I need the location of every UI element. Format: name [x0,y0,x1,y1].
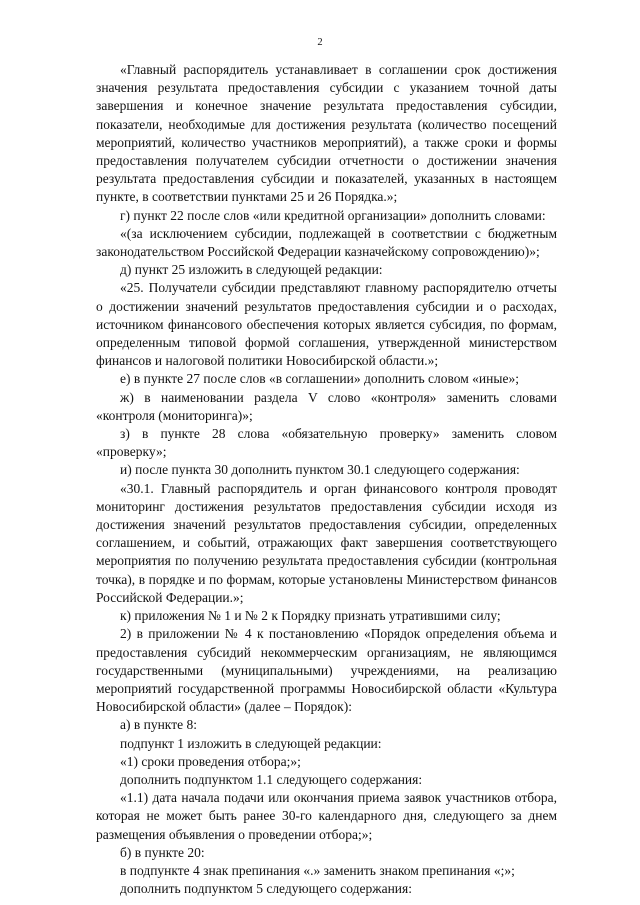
paragraph-2: г) пункт 22 после слов «или кредитной организации» дополнить словами: [120,207,546,223]
paragraph-19: в подпункте 4 знак препинания «.» заменить знаком препинания «;»; [120,862,515,878]
paragraph-7: ж) в наименовании раздела V слово «контроля» заменить словами «контроля (мониторинга)»; [96,389,557,423]
paragraph-10: «30.1. Главный распорядитель и орган финансового контроля проводят мониторинг достижения результатов предоставления субсидии исходя из достижения значений результатов предоставления субсидии, определенных соглашением, и событий, отражающих факт завершения соответствующего мероприятия по получению результата предоставления субсидии (контрольная точка), в порядке и по формам, которые установлены Министерством финансов Российской Федерации.»; [96,480,557,605]
paragraph-8: з) в пункте 28 слова «обязательную проверку» заменить словом «проверку»; [96,426,557,460]
document-body [96,61,557,898]
paragraph-16: дополнить подпунктом 1.1 следующего содержания: [120,771,423,787]
paragraph-18: б) в пункте 20: [120,844,205,860]
paragraph-11: к) приложения № 1 и № 2 к Порядку признать утратившими силу; [120,608,501,624]
paragraph-13: а) в пункте 8: [120,717,197,733]
paragraph-1: «Главный распорядитель устанавливает в соглашении срок достижения значения результата предоставления субсидии с указанием точной даты завершения и конечное значение результата предоставления субсидии, показатели, необходимые для достижения результата (количество посещений мероприятий, количество участников мероприятий), а также сроки и формы предоставления получателем субсидии отчетности о достижении значения результата предоставления субсидии и показателей, указанных в настоящем пункте, в соответствии пунктами 25 и 26 Порядка.»; [96,62,557,205]
paragraph-4: д) пункт 25 изложить в следующей редакции: [120,262,383,278]
paragraph-15: «1) сроки проведения отбора;»; [120,753,301,769]
page-number: 2 [317,37,323,48]
paragraph-5: «25. Получатели субсидии представляют главному распорядителю отчеты о достижении значений результатов предоставления субсидии и о расходах, источником финансового обеспечения которых является субсидия, по формам, определенным типовой формой соглашения, утвержденной министерством финансов и налоговой политики Новосибирской области.»; [96,280,557,369]
paragraph-17: «1.1) дата начала подачи или окончания приема заявок участников отбора, которая не может быть ранее 30-го календарного дня, следующего за днем размещения объявления о проведении отбора;»; [96,790,557,842]
paragraph-12: 2) в приложении № 4 к постановлению «Порядок определения объема и предоставления субсидий некоммерческим организациям, не являющимся государственными (муниципальными) учреждениями, на реализацию мероприятий государственной программы Новосибирской области «Культура Новосибирской области» (далее – Порядок): [96,626,557,715]
paragraph-14: подпункт 1 изложить в следующей редакции: [120,735,382,751]
paragraph-9: и) после пункта 30 дополнить пунктом 30.1 следующего содержания: [120,462,520,478]
paragraph-6: е) в пункте 27 после слов «в соглашении» дополнить словом «иные»; [120,371,519,387]
paragraph-3: «(за исключением субсидии, подлежащей в соответствии с бюджетным законодательством Российской Федерации казначейскому сопровождению)»; [96,225,557,260]
paragraph-20: дополнить подпунктом 5 следующего содержания: [120,881,412,897]
